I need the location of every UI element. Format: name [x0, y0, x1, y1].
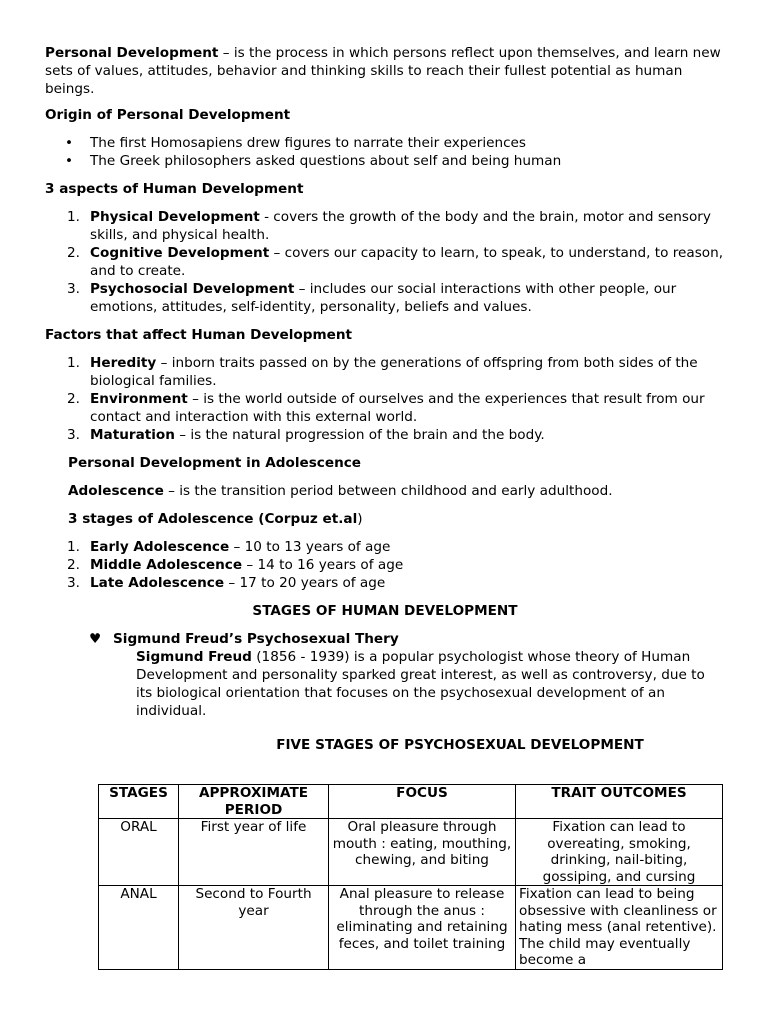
- list-item: [45, 280, 725, 316]
- list-number: 2.: [67, 391, 80, 407]
- list-term: Late Adolescence: [90, 575, 225, 591]
- factors-heading: Factors that affect Human Development: [45, 327, 353, 343]
- table-cell: Second to Fourth year: [179, 886, 329, 970]
- list-text: – is the world outside of ourselves and the experiences that result from our contact and interaction with this external world.: [90, 391, 705, 425]
- stages-list: [45, 538, 725, 592]
- factors-list: [45, 354, 725, 444]
- adolescence-definition: – is the transition period between childhood and early adulthood.: [163, 483, 613, 499]
- table-header-cell: STAGES: [99, 785, 179, 819]
- list-text: – is the natural progression of the brain and the body.: [174, 427, 545, 443]
- table-row: [99, 819, 723, 886]
- list-text: – 17 to 20 years of age: [224, 575, 386, 591]
- aspects-list: [45, 208, 725, 316]
- adolescence-heading: Personal Development in Adolescence: [68, 455, 362, 471]
- heart-bullet-icon: ♥: [89, 631, 102, 647]
- list-item: [45, 556, 725, 574]
- list-item: [45, 208, 725, 244]
- list-item: • The Greek philosophers asked questions about self and being human: [45, 152, 725, 170]
- adolescence-paragraph: [68, 482, 725, 500]
- freud-heading: [45, 630, 725, 648]
- table-header-row: [99, 785, 723, 819]
- list-number: 3.: [67, 575, 80, 591]
- list-number: 2.: [67, 557, 80, 573]
- table-cell: First year of life: [179, 819, 329, 886]
- table-header-cell: TRAIT OUTCOMES: [516, 785, 723, 819]
- aspects-heading: 3 aspects of Human Development: [45, 181, 304, 197]
- list-item: [45, 390, 725, 426]
- list-text: – includes our social interactions with other people, our emotions, attitudes, self-identity, personality, beliefs and values.: [90, 281, 677, 315]
- list-item: • The first Homosapiens drew figures to narrate their experiences: [45, 134, 725, 152]
- intro-term: Personal Development: [45, 45, 219, 61]
- list-number: 1.: [67, 355, 80, 371]
- list-number: 3.: [67, 427, 80, 443]
- table-header-cell: APPROXIMATE PERIOD: [179, 785, 329, 819]
- adolescence-term: Adolescence: [68, 483, 164, 499]
- table-cell: Anal pleasure to release through the anus : eliminating and retaining feces, and toilet training: [329, 886, 516, 970]
- table-cell: Fixation can lead to being obsessive with cleanliness or hating mess (anal retentive). The child may eventually become a: [516, 886, 723, 970]
- table-header-cell: FOCUS: [329, 785, 516, 819]
- freud-text: (1856 - 1939) is a popular psychologist whose theory of Human Development and personality sparked great interest, as well as controversy, due to its biological orientation that focuses on the psychosexual development of an individual.: [136, 649, 705, 719]
- list-number: 2.: [67, 245, 80, 261]
- freud-name: Sigmund Freud: [136, 649, 252, 665]
- list-term: Early Adolescence: [90, 539, 230, 555]
- table-cell: Fixation can lead to overeating, smoking, drinking, nail-biting, gossiping, and cursing: [516, 819, 723, 886]
- list-item: [45, 354, 725, 390]
- list-term: Physical Development: [90, 209, 260, 225]
- freud-heading-text: Sigmund Freud’s Psychosexual Thery: [113, 631, 399, 647]
- table-title: FIVE STAGES OF PSYCHOSEXUAL DEVELOPMENT: [276, 737, 644, 753]
- list-term: Maturation: [90, 427, 175, 443]
- table-cell: ORAL: [99, 819, 179, 886]
- list-term: Environment: [90, 391, 188, 407]
- origin-list: [45, 134, 725, 170]
- psychosexual-table: [98, 784, 723, 970]
- intro-definition: – is the process in which persons reflect upon themselves, and learn new sets of values, attitudes, behavior and thinking skills to reach their fullest potential as human beings.: [45, 45, 721, 97]
- list-item: [45, 538, 725, 556]
- intro-paragraph: [45, 44, 725, 98]
- stages-heading-text: 3 stages of Adolescence (Corpuz et.al: [68, 511, 358, 527]
- table-cell: Oral pleasure through mouth : eating, mouthing, chewing, and biting: [329, 819, 516, 886]
- table-row: [99, 886, 723, 970]
- list-term: Cognitive Development: [90, 245, 270, 261]
- human-development-title: STAGES OF HUMAN DEVELOPMENT: [252, 603, 518, 619]
- list-number: 3.: [67, 281, 80, 297]
- list-number: 1.: [67, 209, 80, 225]
- stages-heading: [68, 510, 725, 528]
- list-number: 1.: [67, 539, 80, 555]
- document-page: [45, 44, 725, 968]
- list-text: – covers our capacity to learn, to speak, to understand, to reason, and to create.: [90, 245, 724, 279]
- stages-heading-tail: ): [357, 511, 363, 527]
- list-text: – inborn traits passed on by the generations of offspring from both sides of the biological families.: [90, 355, 698, 389]
- table-cell: ANAL: [99, 886, 179, 970]
- origin-heading: Origin of Personal Development: [45, 107, 291, 123]
- freud-paragraph: [45, 648, 725, 720]
- list-term: Middle Adolescence: [90, 557, 243, 573]
- list-item: [45, 426, 725, 444]
- list-item: [45, 244, 725, 280]
- list-text: – 10 to 13 years of age: [229, 539, 391, 555]
- list-term: Heredity: [90, 355, 157, 371]
- list-text: – 14 to 16 years of age: [242, 557, 404, 573]
- list-item: [45, 574, 725, 592]
- list-term: Psychosocial Development: [90, 281, 295, 297]
- list-text: - covers the growth of the body and the brain, motor and sensory skills, and physical health.: [90, 209, 711, 243]
